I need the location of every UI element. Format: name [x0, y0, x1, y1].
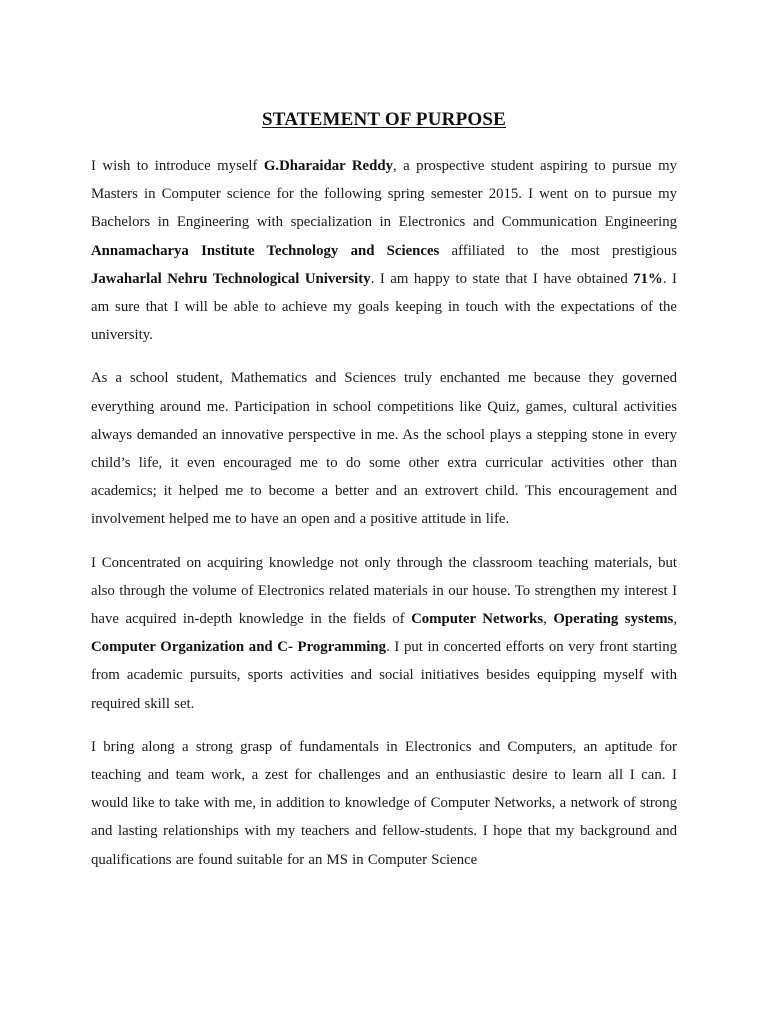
student-name: G.Dharaidar Reddy [263, 158, 393, 174]
text-run: I Concentrated on acquiring knowledge not only through the classroom teaching materials, but also through the volume of Electronics related materials in our house. To strengthen my interest I have acquired in-depth knowledge in the fields of [91, 554, 677, 628]
grade-percentage: 71% [633, 270, 663, 287]
subject-operating-systems: Operating systems [553, 611, 674, 628]
subject-computer-networks: Computer Networks [411, 611, 544, 628]
paragraph-knowledge [91, 549, 677, 718]
text-run: I wish to introduce myself [91, 158, 264, 174]
text-run: As a school student, Mathematics and Sciences truly enchanted me because they governed everything around me. Participation in school competitions like Quiz, games, cultural activities always demanded an innovative perspective in me. As the school plays a stepping stone in every child’s life, it even encouraged me to do some other extra curricular activities other than academics; it helped me to become a better and an extrovert child. This encouragement and involvement helped me to have an open and a positive attitude in life. [91, 370, 677, 528]
university-name: Jawaharlal Nehru Technological University [91, 270, 371, 287]
text-run: . I am happy to state that I have obtained [370, 270, 634, 287]
document-body [91, 152, 677, 874]
paragraph-introduction [91, 152, 677, 349]
text-run: . I am sure that I will be able to achieve my goals keeping in touch with the expectations of the university. [91, 270, 677, 344]
document-title: STATEMENT OF PURPOSE [262, 109, 506, 130]
text-run: . I put in concerted efforts on very front starting from academic pursuits, sports activities and social initiatives besides equipping myself with required skill set. [91, 639, 677, 712]
text-run: , a prospective student aspiring to pursue my Masters in Computer science for the following spring semester 2015. I went on to pursue my Bachelors in Engineering with specialization in Electronics and Communication Engineering [91, 158, 677, 231]
paragraph-school [91, 364, 677, 533]
institute-name: Annamacharya Institute Technology and Sciences [91, 242, 440, 259]
text-run: , [673, 611, 678, 628]
text-run: affiliated to the most prestigious [439, 242, 677, 259]
subject-organization-programming: Computer Organization and C- Programming [91, 639, 387, 656]
paragraph-conclusion [91, 733, 677, 874]
text-run: I bring along a strong grasp of fundamentals in Electronics and Computers, an aptitude for teaching and team work, a zest for challenges and an enthusiastic desire to learn all I can. I would like to take with me, in addition to knowledge of Computer Networks, a network of strong and lasting relationships with my teachers and fellow-students. I hope that my background and qualifications are found suitable for an MS in Computer Science [91, 738, 677, 868]
text-run: , [543, 611, 554, 628]
